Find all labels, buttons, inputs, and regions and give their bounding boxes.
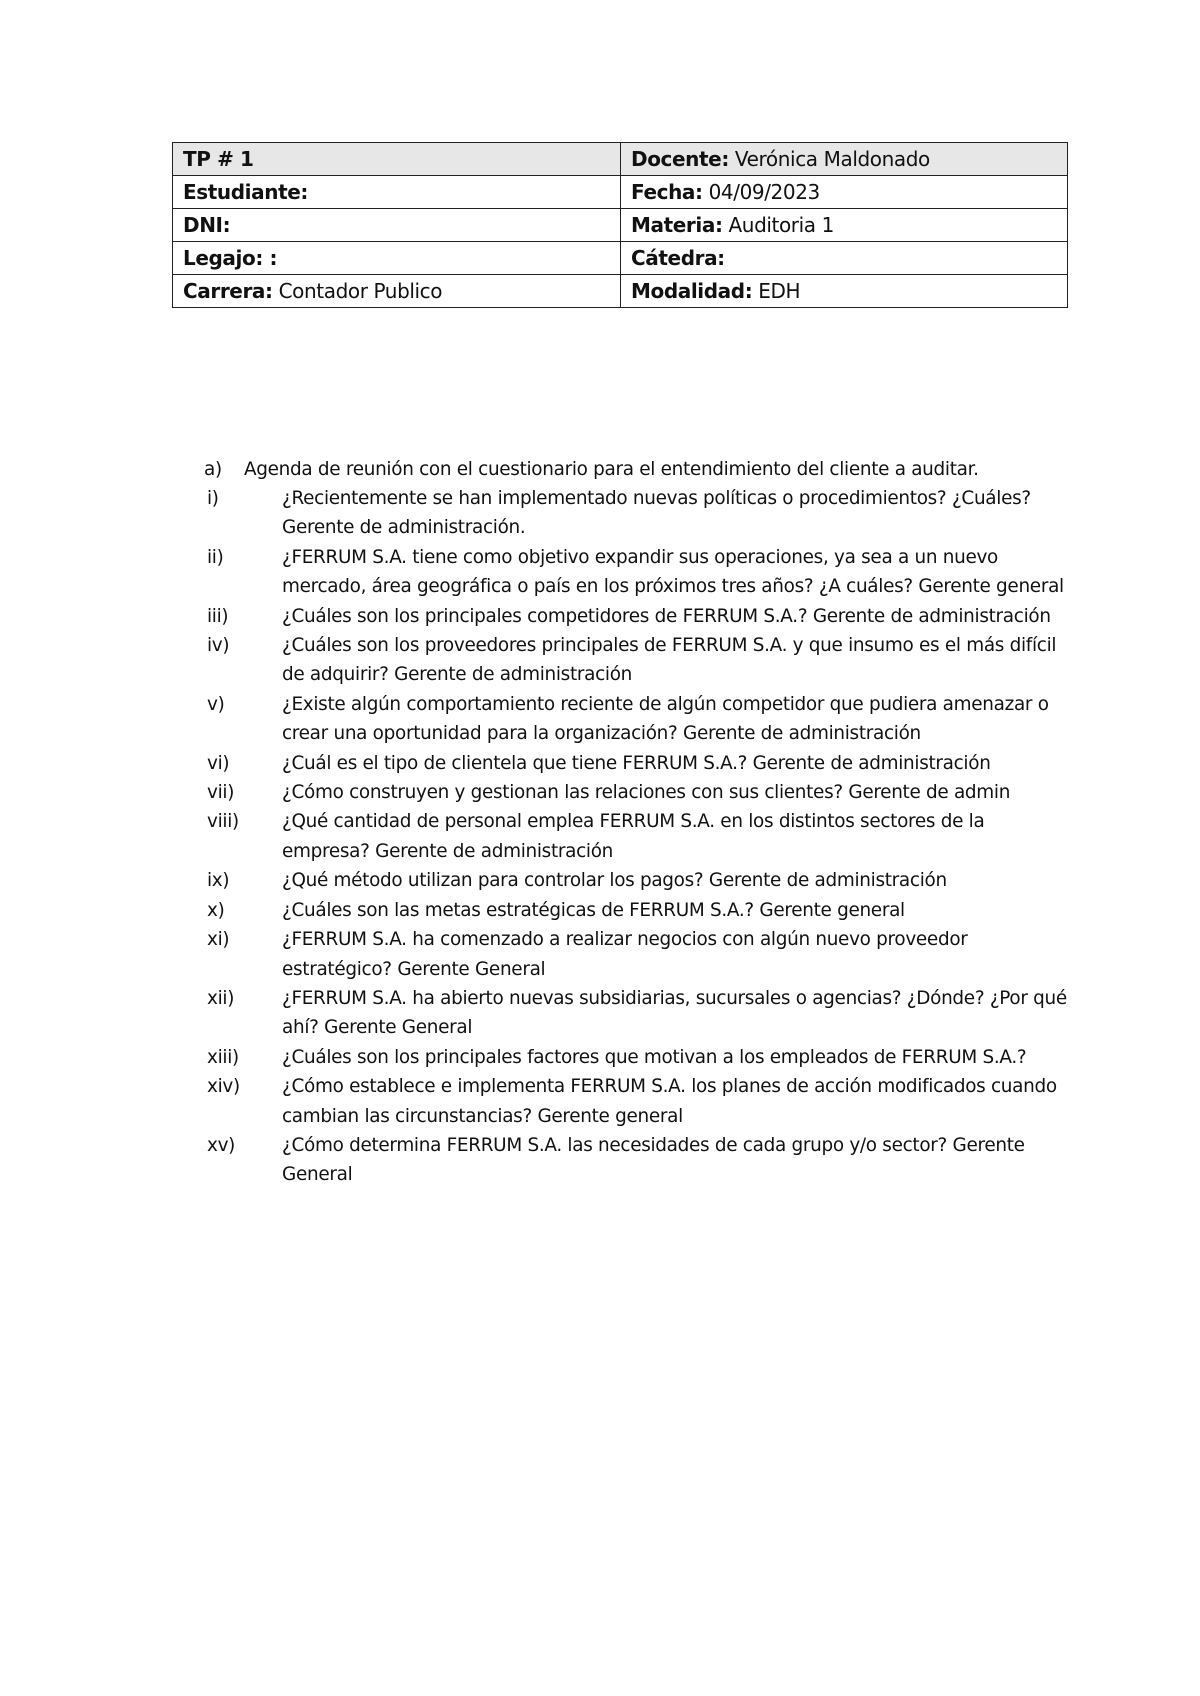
list-item-number: ix) [207, 870, 230, 892]
list-item-number: viii) [207, 811, 239, 833]
list-item [207, 866, 1067, 895]
estudiante-cell [173, 176, 621, 209]
fecha-cell [621, 176, 1068, 209]
fecha-value: 04/09/2023 [708, 180, 820, 204]
list-item [207, 602, 1067, 631]
list-item [207, 631, 1067, 690]
questions-list [207, 484, 1067, 1190]
docente-label: Docente: [631, 147, 729, 171]
list-item [207, 543, 1067, 602]
header-info-table [172, 142, 1068, 308]
list-item-text: ¿Cuál es el tipo de clientela que tiene FERRUM S.A.? Gerente de administración [282, 752, 991, 774]
list-item-text: ¿Cuáles son las metas estratégicas de FERRUM S.A.? Gerente general [282, 899, 905, 921]
header-row [173, 176, 1068, 209]
docente-cell [621, 143, 1068, 176]
list-item-number: iii) [207, 605, 229, 627]
section-marker: a) [204, 459, 222, 480]
header-row [173, 143, 1068, 176]
agenda-section-heading [204, 455, 1064, 484]
list-item-number: xi) [207, 929, 230, 951]
modalidad-cell [621, 275, 1068, 308]
section-row [204, 455, 1064, 484]
list-item-text: ¿Cuáles son los principales factores que motivan a los empleados de FERRUM S.A.? [282, 1046, 1027, 1068]
carrera-label: Carrera: [183, 279, 273, 303]
list-item-number: iv) [207, 635, 230, 657]
list-item [207, 778, 1067, 807]
catedra-label: Cátedra: [631, 246, 725, 270]
tp-number-label: TP # 1 [183, 147, 254, 171]
list-item-text: ¿Cuáles son los principales competidores de FERRUM S.A.? Gerente de administración [282, 605, 1051, 627]
legajo-label: Legajo: : [183, 246, 278, 270]
modalidad-value: EDH [758, 279, 801, 303]
estudiante-label: Estudiante: [183, 180, 308, 204]
list-item [207, 1131, 1067, 1190]
list-item-text: ¿Cuáles son los proveedores principales de FERRUM S.A. y que insumo es el más difícil de adquirir? Gerente de administración [282, 635, 1057, 686]
modalidad-label: Modalidad: [631, 279, 753, 303]
carrera-value: Contador Publico [278, 279, 443, 303]
list-item-number: i) [207, 488, 219, 509]
list-item-number: x) [207, 899, 225, 921]
list-item-text: ¿Qué método utilizan para controlar los pagos? Gerente de administración [282, 870, 947, 892]
fecha-label: Fecha: [631, 180, 703, 204]
list-item-text: ¿FERRUM S.A. ha comenzado a realizar negocios con algún nuevo proveedor estratégico? Gerente General [282, 929, 968, 980]
dni-label: DNI: [183, 213, 231, 237]
list-item-text: ¿Cómo construyen y gestionan las relaciones con sus clientes? Gerente de admin [282, 782, 1011, 804]
materia-cell [621, 209, 1068, 242]
list-item-number: xii) [207, 987, 235, 1009]
list-item-number: ii) [207, 546, 224, 568]
list-item [207, 896, 1067, 925]
list-item [207, 1072, 1067, 1131]
section-title: Agenda de reunión con el cuestionario para el entendimiento del cliente a auditar. [244, 459, 979, 480]
list-item [207, 925, 1067, 984]
header-row [173, 242, 1068, 275]
list-item-text: ¿Qué cantidad de personal emplea FERRUM S.A. en los distintos sectores de la empresa? Gerente de administración [282, 811, 985, 862]
list-item-number: vii) [207, 782, 235, 804]
list-item-number: vi) [207, 752, 230, 774]
list-item [207, 690, 1067, 749]
list-item-text: ¿Recientemente se han implementado nuevas políticas o procedimientos? ¿Cuáles? Gerente de administración. [282, 488, 1031, 539]
header-row [173, 209, 1068, 242]
dni-cell [173, 209, 621, 242]
catedra-cell [621, 242, 1068, 275]
list-item [207, 984, 1067, 1043]
list-item-number: xv) [207, 1134, 236, 1156]
carrera-cell [173, 275, 621, 308]
list-item-text: ¿Existe algún comportamiento reciente de algún competidor que pudiera amenazar o crear una oportunidad para la organización? Gerente de administración [282, 693, 1049, 745]
tp-number-cell [173, 143, 621, 176]
list-item-text: ¿FERRUM S.A. tiene como objetivo expandir sus operaciones, ya sea a un nuevo mercado, área geográfica o país en los próximos tres años? ¿A cuáles? Gerente general [282, 546, 1064, 598]
docente-value: Verónica Maldonado [734, 147, 930, 171]
header-row [173, 275, 1068, 308]
list-item [207, 484, 1067, 543]
list-item-number: xiv) [207, 1076, 240, 1098]
list-item-number: xiii) [207, 1046, 239, 1068]
materia-value: Auditoria 1 [728, 213, 834, 237]
materia-label: Materia: [631, 213, 723, 237]
list-item [207, 749, 1067, 778]
list-item-text: ¿Cómo establece e implementa FERRUM S.A. los planes de acción modificados cuando cambian las circunstancias? Gerente general [282, 1076, 1057, 1127]
list-item [207, 1043, 1067, 1072]
legajo-cell [173, 242, 621, 275]
list-item-text: ¿FERRUM S.A. ha abierto nuevas subsidiarias, sucursales o agencias? ¿Dónde? ¿Por qué ahí? Gerente General [282, 987, 1067, 1039]
list-item-number: v) [207, 693, 225, 715]
list-item-text: ¿Cómo determina FERRUM S.A. las necesidades de cada grupo y/o sector? Gerente General [282, 1134, 1025, 1186]
list-item [207, 807, 1067, 866]
